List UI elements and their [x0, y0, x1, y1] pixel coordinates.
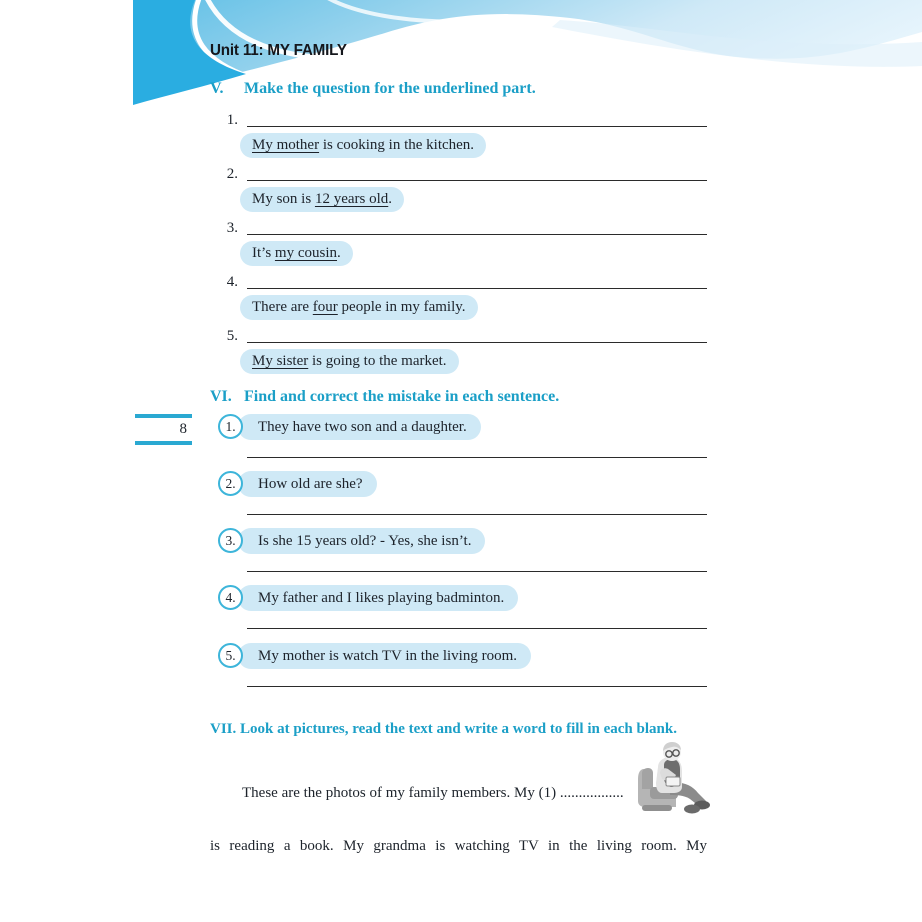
answer-blank-line: [247, 326, 707, 343]
sentence-text: My son is: [252, 191, 315, 207]
grandpa-reading-illustration: [636, 739, 714, 815]
circled-number: 2.: [218, 471, 243, 496]
item-number: 3.: [226, 220, 238, 236]
sentence-highlight: [240, 241, 353, 266]
item-number: 2.: [226, 166, 238, 182]
mistake-item: [210, 643, 707, 693]
answer-blank-line: [247, 110, 707, 127]
circled-number: 1.: [218, 414, 243, 439]
item-number: 1.: [226, 112, 238, 128]
circled-number: 5.: [218, 643, 243, 668]
mistake-item: [210, 528, 707, 578]
mistake-item: [210, 414, 707, 464]
sentence-text: It’s: [252, 245, 275, 261]
answer-blank-line: [247, 272, 707, 289]
reading-text-line-1: These are the photos of my family members. My (1) .................: [242, 785, 624, 801]
sentence-highlight: [240, 295, 478, 320]
page-number: 8: [179, 421, 187, 437]
mistake-item: [210, 585, 707, 635]
underlined-part: four: [312, 299, 338, 315]
underlined-part: my cousin: [274, 245, 338, 261]
item-number: 4.: [226, 274, 238, 290]
section-vi-title: Find and correct the mistake in each sentence.: [244, 388, 560, 405]
sentence-text: is cooking in the kitchen.: [319, 137, 475, 153]
sentence-highlight: [240, 133, 486, 158]
sentence-text: is going to the market.: [308, 353, 447, 369]
sentence-text: .: [337, 245, 341, 261]
underlined-part: My sister: [252, 353, 309, 369]
item-number: 5.: [226, 328, 238, 344]
underlined-part: 12 years old: [314, 191, 389, 207]
section-vii-heading: [210, 719, 743, 740]
answer-blank-line: [247, 457, 707, 458]
section-v-heading: [210, 80, 710, 98]
section-vii-number: VII.: [210, 721, 237, 737]
section-v-title: Make the question for the underlined part.: [244, 80, 536, 97]
question-item: [210, 272, 707, 320]
reading-text-line-2: is reading a book. My grandma is watching TV in the living room. My: [210, 838, 707, 854]
underlined-part: My mother: [252, 137, 320, 153]
section-vi-number: VI.: [210, 388, 232, 405]
sentence-text: .: [388, 191, 393, 207]
section-vi-heading: [210, 388, 710, 406]
question-item: [210, 218, 707, 266]
answer-blank-line: [247, 164, 707, 181]
unit-title: Unit 11: MY FAMILY: [210, 42, 347, 59]
section-v-number: V.: [210, 80, 224, 97]
section-vii-title: Look at pictures, read the text and write a word to fill in each blank.: [240, 721, 677, 737]
circled-number: 4.: [218, 585, 243, 610]
sentence-text: people in my family.: [337, 299, 466, 315]
sentence-highlight: They have two son and a daughter.: [238, 414, 481, 440]
page-number-marker: [135, 414, 192, 445]
answer-blank-line: [247, 686, 707, 687]
answer-blank-line: [247, 218, 707, 235]
sentence-highlight: [240, 349, 459, 374]
question-item: [210, 164, 707, 212]
sentence-text: There are: [252, 299, 313, 315]
mistake-item: [210, 471, 707, 521]
sentence-highlight: My father and I likes playing badminton.: [238, 585, 518, 611]
answer-blank-line: [247, 514, 707, 515]
answer-blank-line: [247, 571, 707, 572]
question-item: [210, 110, 707, 158]
page-number-bar-bottom: [135, 441, 192, 445]
sentence-highlight: How old are she?: [238, 471, 377, 497]
question-item: [210, 326, 707, 374]
sentence-highlight: My mother is watch TV in the living room.: [238, 643, 531, 669]
sentence-highlight: [240, 187, 404, 212]
sentence-highlight: Is she 15 years old? - Yes, she isn’t.: [238, 528, 485, 554]
circled-number: 3.: [218, 528, 243, 553]
answer-blank-line: [247, 628, 707, 629]
